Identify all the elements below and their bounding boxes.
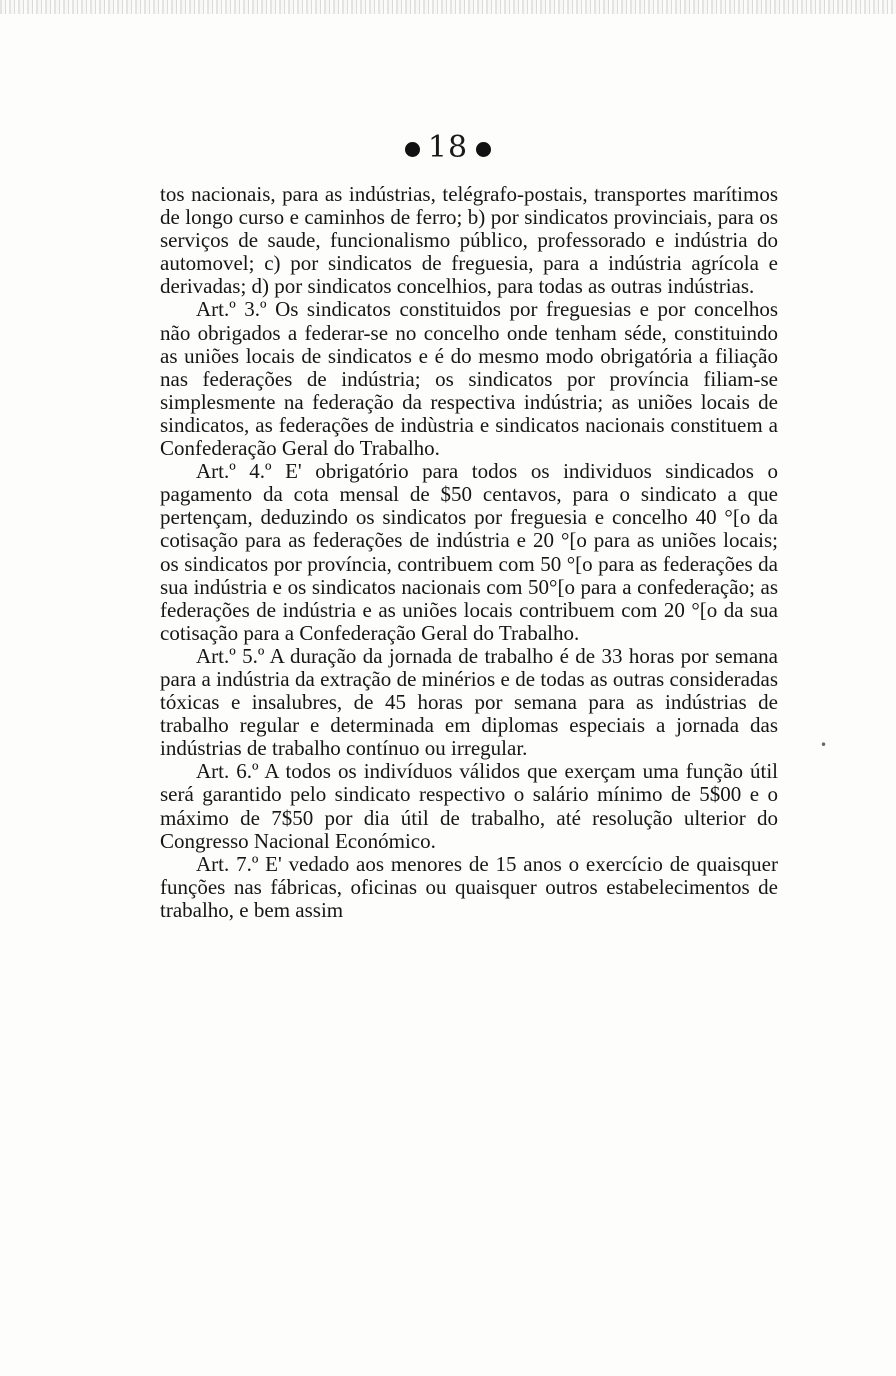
paragraph-art-3: Art.º 3.º Os sindicatos constituidos por freguesias e por concelhos não obrigados a federar-se no concelho onde tenham séde, constituindo as uniões locais de sindicatos e é do mesmo modo obrigatória a filiação nas federações de indústria; os sindicatos por província filiam-se simplesmente na federação da respectiva indústria; as uniões locais de sindicatos, as federações de indùstria e sindicatos nacionais constituem a Confederação Geral do Trabalho. — [160, 297, 778, 461]
margin-speck-icon: • — [820, 738, 828, 752]
body-text — [160, 183, 778, 922]
page-number: 18 — [427, 130, 469, 165]
paragraph-art-7: Art. 7.º E' vedado aos menores de 15 anos o exercício de quaisquer funções nas fábricas, oficinas ou quaisquer outros estabelecimentos de trabalho, e bem assim — [160, 851, 778, 922]
bullet-dot-right — [476, 142, 491, 157]
page-edge-texture — [0, 0, 896, 14]
page-header — [0, 130, 896, 165]
paragraph-art-6: Art. 6.º A todos os indivíduos válidos que exerçam uma função útil será garantido pelo sindicato respectivo o salário mínimo de 5$00 e o máximo de 7$50 por dia útil de trabalho, até resolução ulterior do Congresso Nacional Económico. — [160, 759, 778, 853]
paragraph-art-5: Art.º 5.º A duração da jornada de trabalho é de 33 horas por semana para a indústria da extração de minérios e de todas as outras consideradas tóxicas e insalubres, de 45 horas por semana para as indústrias de trabalho regular e determinada em diplomas especiais a jornada das indústrias de trabalho contínuo ou irregular. — [160, 643, 778, 761]
paragraph-continuation: tos nacionais, para as indústrias, telégrafo-postais, transportes marítimos de longo curso e caminhos de ferro; b) por sindicatos provinciais, para os serviços de saude, funcionalismo público, professorado e indústria do automovel; c) por sindicatos de freguesia, para a indústria agrícola e derivadas; d) por sindicatos concelhios, para todas as outras indústrias. — [160, 182, 778, 299]
bullet-dot-left — [405, 142, 420, 157]
paragraph-art-4: Art.º 4.º E' obrigatório para todos os individuos sindicados o pagamento da cota mensal de $50 centavos, para o sindicato a que pertençam, deduzindo os sindicatos por freguesia e concelho 40 °[o da cotisação para as federações de indústria e 20 °[o para as uniões locais; os sindicatos por província, contribuem com 50 °[o para as federações da sua indústria e os sindicatos nacionais com 50°[o para a confederação; as federações de indústria e as uniões locais contribuem com 20 °[o da sua cotisação para a Confederação Geral do Trabalho. — [160, 459, 778, 645]
